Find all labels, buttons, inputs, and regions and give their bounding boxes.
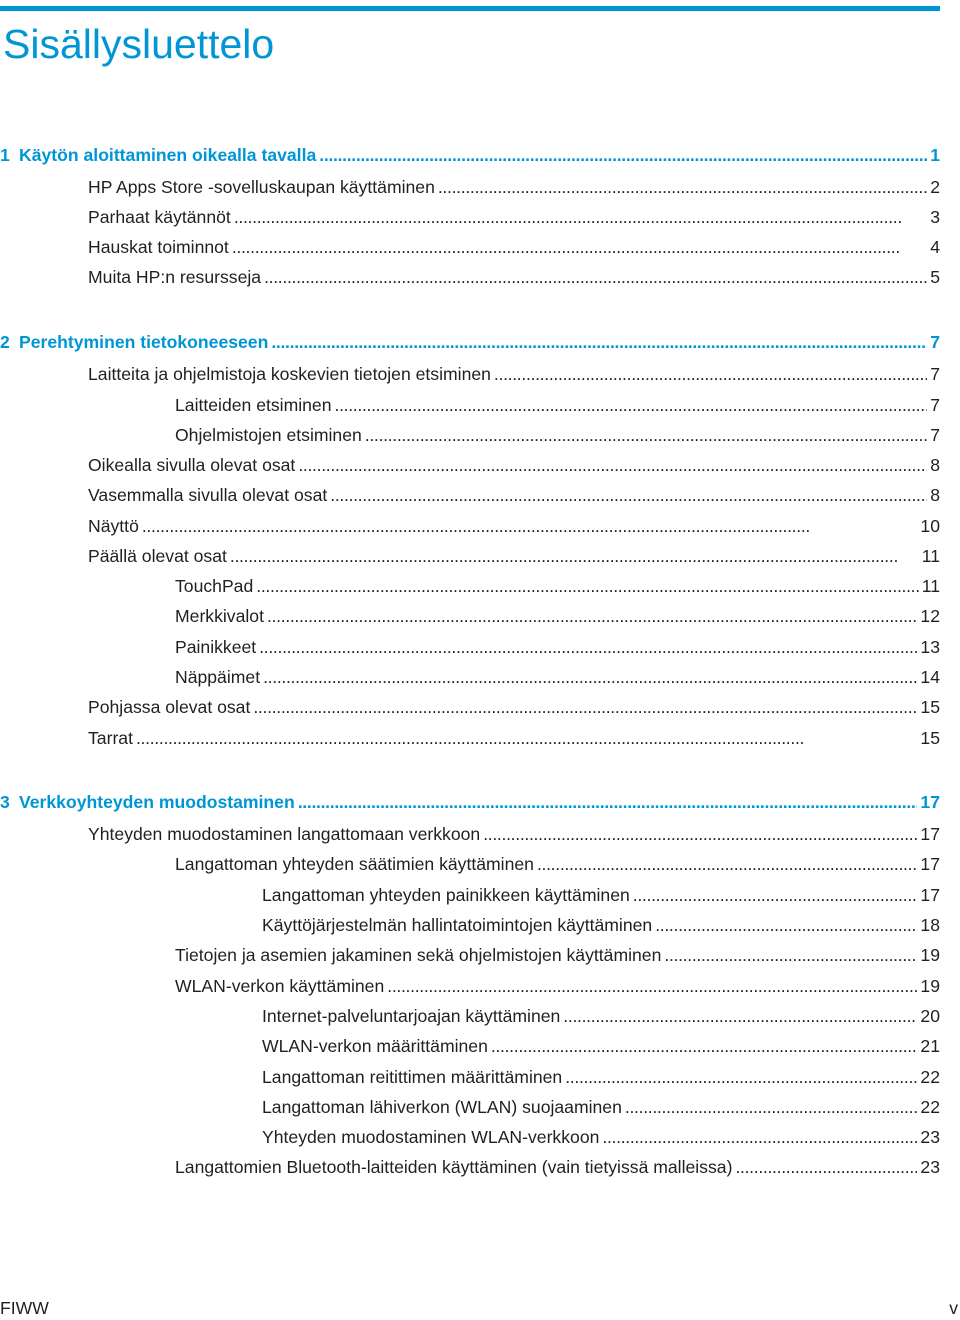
toc-entry[interactable] [88,453,940,477]
toc-entry-label [0,143,316,167]
chapter-number: 2 [0,332,10,352]
toc-entry-label [175,665,260,689]
toc-entry-label [262,1125,599,1149]
toc-entry-title: Parhaat käytännöt [88,207,231,227]
toc-entry-title: Langattoman yhteyden painikkeen käyttäminen [262,885,630,905]
dot-leader [537,852,917,876]
toc-entry[interactable] [175,423,940,447]
toc-entry-title: Päällä olevat osat [88,546,227,566]
toc-entry-title: Langattoman yhteyden säätimien käyttäminen [175,854,534,874]
toc-chapter-entry[interactable] [0,143,940,167]
toc-entry-label [88,235,229,259]
toc-page-number: 11 [921,576,940,596]
toc-entry-label [262,1095,622,1119]
toc-page-number: 12 [920,606,940,626]
toc-entry-title: Merkkivalot [175,606,264,626]
toc-entry[interactable] [88,235,940,259]
dot-leader [259,635,917,659]
toc-page-number: 17 [920,854,940,874]
toc-entry[interactable] [262,1004,940,1028]
toc-entry-label [88,483,327,507]
dot-leader [263,665,917,689]
toc-page-number: 10 [920,516,940,536]
dot-leader [271,330,927,354]
toc-page-number: 4 [930,237,940,257]
footer-locale-code: FIWW [0,1298,49,1318]
toc-entry-title: Tarrat [88,728,133,748]
toc-chapter-entry[interactable] [0,790,940,814]
toc-page-number: 7 [930,332,940,352]
toc-entry-label [175,574,253,598]
dot-leader [633,883,918,907]
toc-entry-title: Ohjelmistojen etsiminen [175,425,362,445]
dot-leader [655,913,917,937]
dot-leader [298,453,927,477]
toc-entry-title: HP Apps Store -sovelluskaupan käyttäminen [88,177,435,197]
dot-leader [253,695,917,719]
toc-entry-title: WLAN-verkon käyttäminen [175,976,385,996]
toc-entry-label [88,822,480,846]
toc-page-number: 2 [930,177,940,197]
toc-entry-title: Internet-palveluntarjoajan käyttäminen [262,1006,561,1026]
toc-entry[interactable] [175,635,940,659]
chapter-number: 1 [0,145,10,165]
toc-page-number: 18 [920,915,940,935]
toc-entry[interactable] [88,822,940,846]
toc-entry-label [262,1034,488,1058]
toc-entry-label [88,453,295,477]
toc-entry-title: Painikkeet [175,637,257,657]
toc-entry-title: Verkkoyhteyden muodostaminen [19,792,295,812]
toc-entry-title: Yhteyden muodostaminen langattomaan verkkoon [88,824,481,844]
dot-leader [365,423,927,447]
toc-entry-label [175,604,264,628]
toc-entry-label [88,265,261,289]
toc-entry-label [175,393,332,417]
toc-entry-label [88,695,250,719]
dot-leader [264,265,927,289]
dot-leader [234,205,927,229]
toc-entry-label [175,635,256,659]
toc-entry[interactable] [262,913,940,937]
dot-leader [136,726,917,750]
toc-page-number: 17 [920,792,940,812]
dot-leader [267,604,917,628]
toc-entry-title: Näyttö [88,516,139,536]
dot-leader [230,544,919,568]
toc-page-number: 15 [920,697,940,717]
toc-entry-title: Perehtyminen tietokoneeseen [19,332,269,352]
chapter-number: 3 [0,792,10,812]
toc-page-number: 7 [930,395,940,415]
toc-page-number: 23 [920,1127,940,1147]
toc-entry[interactable] [175,1155,940,1179]
dot-leader [319,143,927,167]
toc-page-number: 15 [920,728,940,748]
toc-page-number: 8 [930,485,940,505]
toc-entry-title: Yhteyden muodostaminen WLAN-verkkoon [262,1127,600,1147]
toc-entry-title: Vasemmalla sivulla olevat osat [88,485,328,505]
toc-entry-label [88,514,139,538]
toc-entry[interactable] [88,544,940,568]
page-title: Sisällysluettelo [3,21,275,67]
toc-page-number: 7 [930,425,940,445]
dot-leader [142,514,918,538]
toc-entry-label [175,943,661,967]
toc-entry[interactable] [175,665,940,689]
toc-page-number: 3 [930,207,940,227]
toc-entry[interactable] [88,695,940,719]
toc-page-number: 17 [920,885,940,905]
toc-entry[interactable] [175,574,940,598]
toc-entry-label [175,974,384,998]
dot-leader [664,943,917,967]
toc-entry[interactable] [262,883,940,907]
dot-leader [387,974,917,998]
dot-leader [602,1125,917,1149]
dot-leader [625,1095,918,1119]
toc-entry-label [0,790,295,814]
toc-entry[interactable] [88,265,940,289]
toc-entry-label [0,330,268,354]
dot-leader [494,362,927,386]
dot-leader [491,1034,918,1058]
toc-entry-label [262,913,652,937]
toc-page-number: 7 [930,364,940,384]
dot-leader [330,483,927,507]
toc-entry-label [175,1155,732,1179]
toc-page-number: 22 [920,1097,940,1117]
toc-page-number: 14 [920,667,940,687]
toc-entry-label [262,1004,560,1028]
toc-entry[interactable] [88,514,940,538]
toc-entry-label [262,883,630,907]
toc-entry[interactable] [88,362,940,386]
toc-entry-label [175,852,534,876]
toc-page-number: 20 [920,1006,940,1026]
dot-leader [483,822,917,846]
toc-entry[interactable] [88,483,940,507]
toc-page-number: 8 [930,455,940,475]
toc-page-number: 21 [920,1036,940,1056]
toc-page-number: 19 [920,945,940,965]
toc-entry-title: Langattoman reitittimen määrittäminen [262,1067,563,1087]
toc-entry-label [88,205,231,229]
toc-entry-label [88,726,133,750]
toc-entry-label [262,1065,562,1089]
toc-entry-label [88,362,491,386]
toc-entry[interactable] [262,1065,940,1089]
toc-page-number: 17 [920,824,940,844]
dot-leader [438,175,927,199]
toc-entry-label [88,175,435,199]
toc-entry[interactable] [88,205,940,229]
toc-entry-label [88,544,227,568]
toc-entry-title: Laitteita ja ohjelmistoja koskevien tietojen etsiminen [88,364,491,384]
toc-entry[interactable] [175,974,940,998]
toc-page-number: 22 [920,1067,940,1087]
toc-entry-title: Hauskat toiminnot [88,237,229,257]
dot-leader [256,574,918,598]
toc-chapter-entry[interactable] [0,330,940,354]
toc-entry-title: Näppäimet [175,667,261,687]
dot-leader [335,393,928,417]
toc-entry-title: Oikealla sivulla olevat osat [88,455,296,475]
toc-entry[interactable] [88,175,940,199]
toc-page-number: 11 [921,546,940,566]
toc-entry-title: Käyttöjärjestelmän hallintatoimintojen käyttäminen [262,915,653,935]
toc-entry-title: Tietojen ja asemien jakaminen sekä ohjelmistojen käyttäminen [175,945,662,965]
toc-page-number: 13 [920,637,940,657]
footer-page-number: v [949,1298,958,1318]
toc-entry[interactable] [175,852,940,876]
toc-page-number: 1 [930,145,940,165]
toc-entry-title: Käytön aloittaminen oikealla tavalla [19,145,317,165]
toc-entry-title: Langattoman lähiverkon (WLAN) suojaaminen [262,1097,622,1117]
toc-entry[interactable] [175,604,940,628]
toc-entry[interactable] [262,1095,940,1119]
dot-leader [232,235,927,259]
toc-entry-title: Muita HP:n resursseja [88,267,262,287]
toc-entry[interactable] [262,1125,940,1149]
toc-entry-title: TouchPad [175,576,254,596]
dot-leader [563,1004,917,1028]
toc-entry-label [175,423,362,447]
dot-leader [298,790,918,814]
toc-entry-title: Laitteiden etsiminen [175,395,332,415]
toc-entry[interactable] [88,726,940,750]
toc-entry[interactable] [175,943,940,967]
toc-page-number: 5 [930,267,940,287]
toc-entry-title: Pohjassa olevat osat [88,697,251,717]
toc-entry[interactable] [262,1034,940,1058]
toc-page-number: 23 [920,1157,940,1177]
toc-entry[interactable] [175,393,940,417]
dot-leader [735,1155,917,1179]
dot-leader [565,1065,917,1089]
toc-page-number: 19 [920,976,940,996]
toc-entry-title: WLAN-verkon määrittäminen [262,1036,488,1056]
toc-entry-title: Langattomien Bluetooth-laitteiden käyttäminen (vain tietyissä malleissa) [175,1157,733,1177]
